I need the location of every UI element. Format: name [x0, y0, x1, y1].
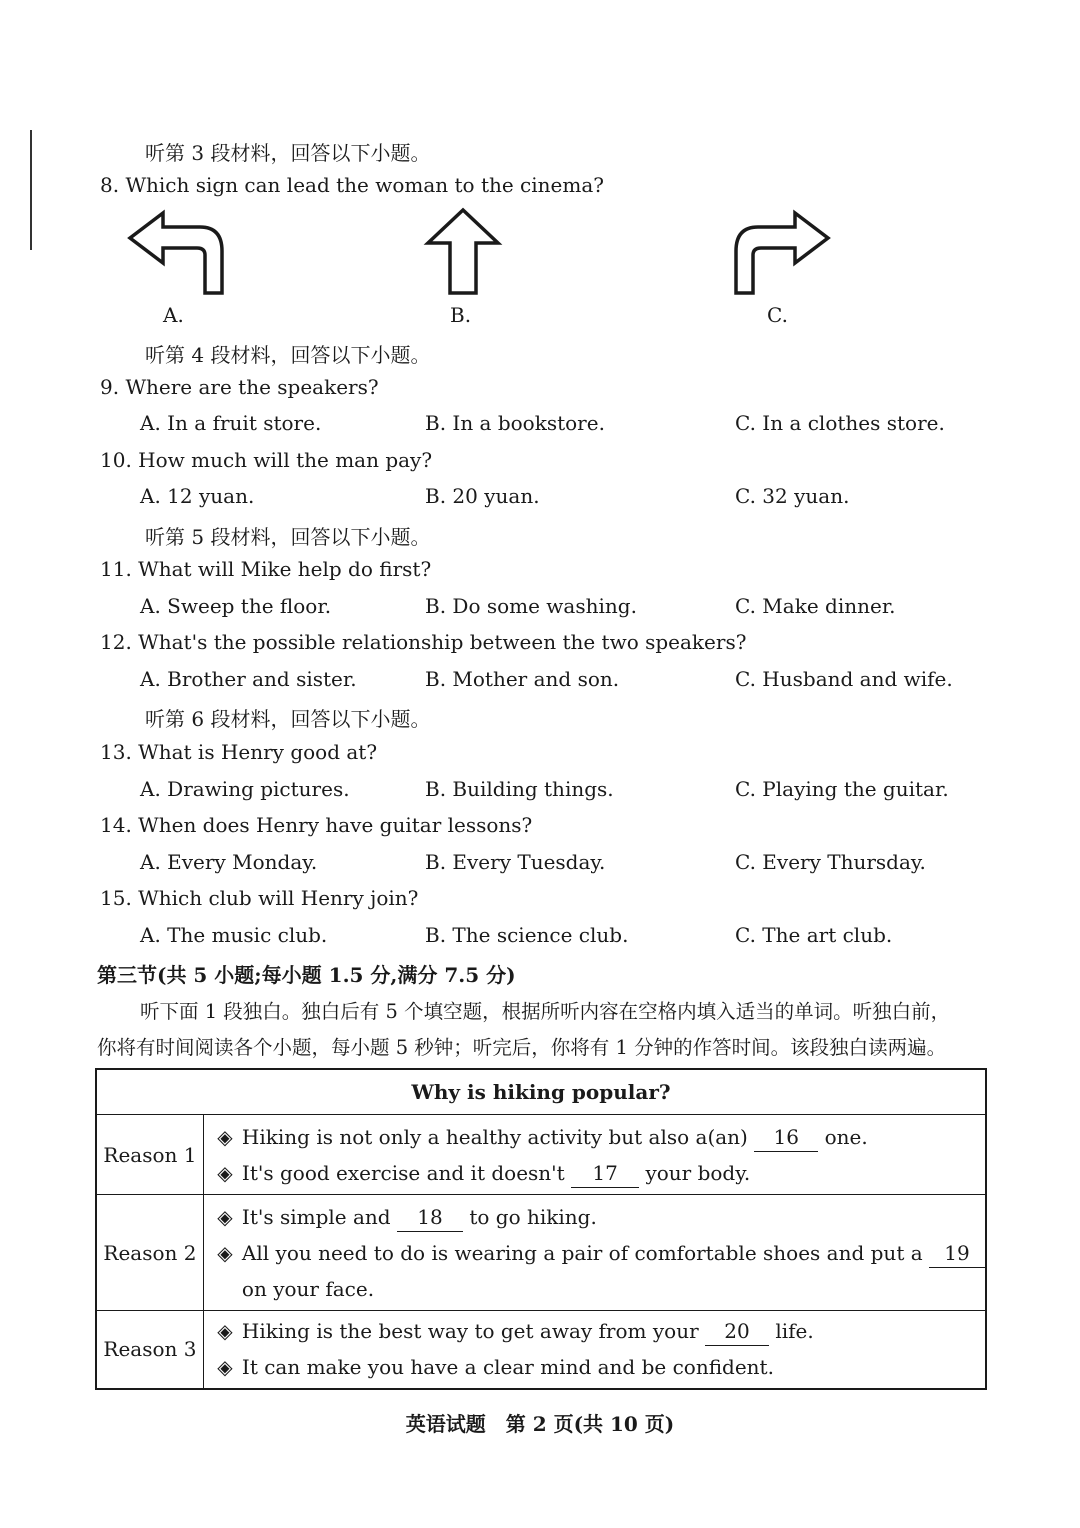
reason-1-line-1 — [204, 1119, 985, 1155]
option-b: B. Mother and son. — [425, 667, 620, 691]
option-a: A. Every Monday. — [140, 850, 318, 874]
option-a: A. The music club. — [140, 923, 328, 947]
line-text: your body. — [645, 1160, 751, 1185]
option-b: B. 20 yuan. — [425, 484, 540, 508]
reason-2-label: Reason 2 — [96, 1195, 203, 1311]
question-number: 12. — [100, 630, 132, 654]
option-a: A. 12 yuan. — [140, 484, 255, 508]
section-header-3: 听第 3 段材料，回答以下小题。 — [145, 141, 431, 165]
option-c: C. In a clothes store. — [735, 411, 945, 435]
line-text: It can make you have a clear mind and be confident. — [241, 1355, 774, 1380]
section-header-6: 听第 6 段材料，回答以下小题。 — [145, 707, 431, 731]
page-footer: 英语试题 第 2 页(共 10 页) — [405, 1412, 675, 1436]
section-header-4: 听第 4 段材料，回答以下小题。 — [145, 343, 431, 367]
line-text: Hiking is not only a healthy activity but also a(an) — [241, 1124, 748, 1149]
straight-up-arrow-icon — [422, 205, 504, 300]
reason-3-line-1 — [204, 1313, 985, 1349]
blank-16[interactable]: 16 — [754, 1123, 818, 1152]
blank-19[interactable]: 19 — [929, 1239, 985, 1268]
reason-2-line-3: on your face. — [241, 1276, 375, 1301]
q8-option-b: B. — [450, 303, 472, 327]
question-8 — [100, 173, 604, 197]
line-text: Hiking is the best way to get away from your — [241, 1319, 699, 1344]
option-b: B. Every Tuesday. — [425, 850, 606, 874]
question-12 — [100, 630, 746, 654]
reason-3-label: Reason 3 — [96, 1311, 203, 1389]
reason-1-line-2 — [204, 1155, 985, 1191]
question-number: 11. — [100, 557, 132, 581]
question-text: What is Henry good at? — [138, 740, 378, 764]
line-text: It's good exercise and it doesn't — [241, 1160, 565, 1185]
option-b: B. Building things. — [425, 777, 614, 801]
section-header-5: 听第 5 段材料，回答以下小题。 — [145, 525, 431, 549]
option-c: C. Every Thursday. — [735, 850, 926, 874]
turn-left-arrow-icon — [125, 205, 230, 300]
option-c: C. 32 yuan. — [735, 484, 850, 508]
question-number: 15. — [100, 886, 132, 910]
question-text: Where are the speakers? — [125, 375, 379, 399]
question-13 — [100, 740, 377, 764]
option-c: C. Husband and wife. — [735, 667, 953, 691]
section-3-title: 第三节(共 5 小题;每小题 1.5 分,满分 7.5 分) — [97, 963, 516, 987]
option-b: B. The science club. — [425, 923, 629, 947]
question-11 — [100, 557, 431, 581]
question-15 — [100, 886, 418, 910]
blank-17[interactable]: 17 — [571, 1159, 639, 1188]
question-14 — [100, 813, 532, 837]
reason-2-line-2 — [204, 1235, 985, 1271]
question-number: 10. — [100, 448, 132, 472]
line-text: to go hiking. — [469, 1204, 597, 1229]
question-text: Which sign can lead the woman to the cinema? — [125, 173, 604, 197]
hiking-table — [95, 1068, 987, 1390]
margin-line — [30, 130, 32, 250]
reason-2-content — [203, 1195, 986, 1311]
question-9 — [100, 375, 379, 399]
diamond-bullet-icon: ◈ — [217, 1124, 233, 1149]
question-text: What will Mike help do first? — [138, 557, 432, 581]
line-text: All you need to do is wearing a pair of comfortable shoes and put a — [241, 1240, 923, 1265]
question-text: When does Henry have guitar lessons? — [138, 813, 533, 837]
question-text: How much will the man pay? — [138, 448, 433, 472]
question-text: Which club will Henry join? — [138, 886, 419, 910]
reason-1-content — [203, 1115, 986, 1195]
blank-20[interactable]: 20 — [705, 1317, 769, 1346]
blank-18[interactable]: 18 — [397, 1203, 463, 1232]
option-c: C. Make dinner. — [735, 594, 896, 618]
q8-option-c: C. — [767, 303, 788, 327]
diamond-bullet-icon: ◈ — [217, 1355, 233, 1380]
reason-3-content — [203, 1311, 986, 1389]
reason-1-label: Reason 1 — [96, 1115, 203, 1195]
reason-2-line-1 — [204, 1199, 985, 1235]
option-a: A. Sweep the floor. — [140, 594, 332, 618]
question-number: 13. — [100, 740, 132, 764]
diamond-bullet-icon: ◈ — [217, 1240, 233, 1265]
diamond-bullet-icon: ◈ — [217, 1204, 233, 1229]
section-3-instructions-1: 听下面 1 段独白。独白后有 5 个填空题，根据所听内容在空格内填入适当的单词。听独白前， — [140, 1000, 951, 1023]
diamond-bullet-icon: ◈ — [217, 1160, 233, 1185]
table-title: Why is hiking popular? — [96, 1069, 986, 1115]
option-b: B. Do some washing. — [425, 594, 637, 618]
question-text: What's the possible relationship between the two speakers? — [138, 630, 747, 654]
option-a: A. Drawing pictures. — [140, 777, 350, 801]
option-a: A. Brother and sister. — [140, 667, 357, 691]
line-text: It's simple and — [241, 1204, 391, 1229]
line-text: one. — [824, 1124, 868, 1149]
option-b: B. In a bookstore. — [425, 411, 605, 435]
section-3-instructions-2: 你将有时间阅读各个小题，每小题 5 秒钟；听完后，你将有 1 分钟的作答时间。该段独白读两遍。 — [97, 1036, 947, 1059]
question-number: 14. — [100, 813, 132, 837]
reason-3-line-2 — [204, 1349, 985, 1385]
option-c: C. Playing the guitar. — [735, 777, 949, 801]
turn-right-arrow-icon — [728, 205, 833, 300]
question-number: 9. — [100, 375, 120, 399]
line-text: life. — [775, 1319, 814, 1344]
q8-option-a: A. — [163, 303, 184, 327]
option-a: A. In a fruit store. — [140, 411, 322, 435]
question-10 — [100, 448, 432, 472]
diamond-bullet-icon: ◈ — [217, 1319, 233, 1344]
option-c: C. The art club. — [735, 923, 893, 947]
question-number: 8. — [100, 173, 120, 197]
